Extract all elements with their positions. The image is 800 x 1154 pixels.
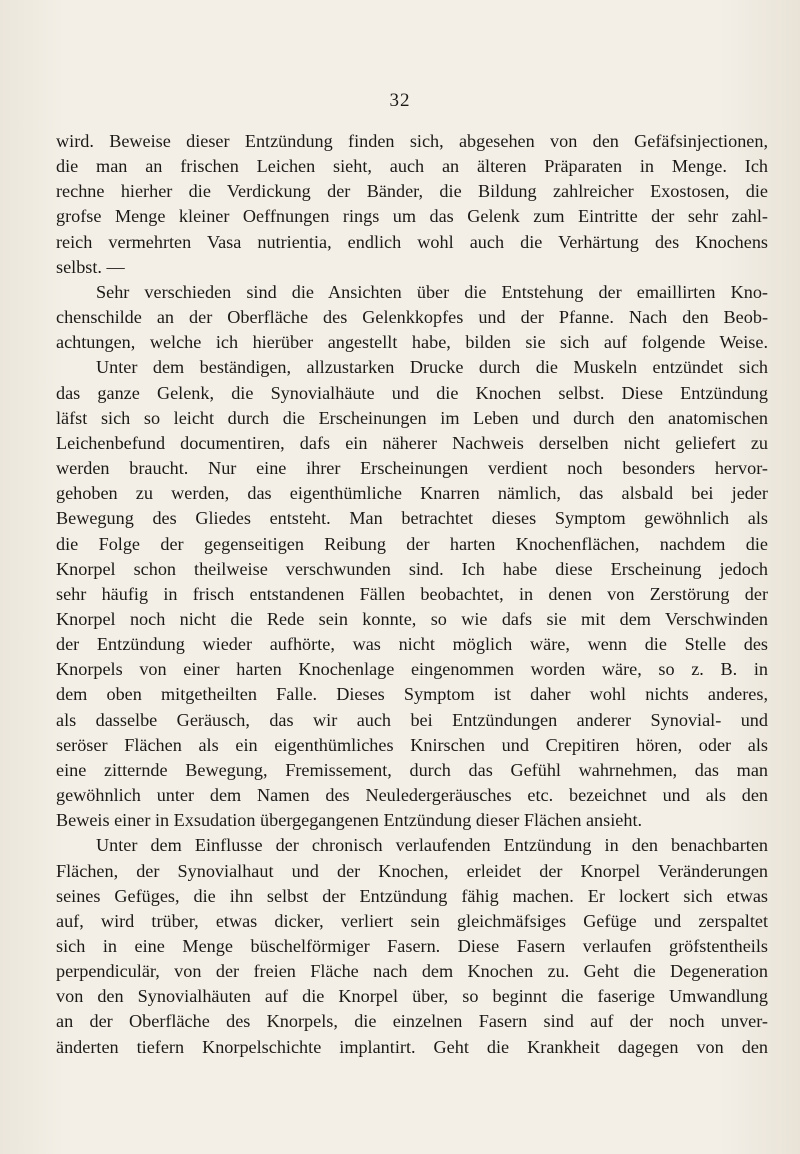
text-line: werden braucht. Nur eine ihrer Erscheinungen verdient noch besonders hervor- — [56, 458, 768, 479]
text-line: gehoben zu werden, das eigenthümliche Knarren nämlich, das alsbald bei jeder — [56, 483, 768, 504]
text-line: grofse Menge kleiner Oeffnungen rings um das Gelenk zum Eintritte der sehr zahl- — [56, 206, 768, 227]
text-line: der Entzündung wieder aufhörte, was nicht möglich wäre, wenn die Stelle des — [56, 634, 768, 655]
text-line: Unter dem beständigen, allzustarken Drucke durch die Muskeln entzündet sich — [96, 357, 768, 378]
text-line: die man an frischen Leichen sieht, auch an älteren Präparaten in Menge. Ich — [56, 156, 768, 177]
page-number: 32 — [389, 90, 411, 111]
text-line: Knorpel noch nicht die Rede sein konnte, so wie dafs sie mit dem Verschwinden — [56, 608, 768, 629]
text-line: Bewegung des Gliedes entsteht. Man betrachtet dieses Symptom gewöhnlich als — [56, 508, 768, 529]
text-line: selbst. — — [56, 256, 125, 277]
text-line: seines Gefüges, die ihn selbst der Entzündung fähig machen. Er lockert sich etwas — [56, 885, 768, 906]
text-line: läfst sich so leicht durch die Erscheinungen im Leben und durch den anatomischen — [56, 407, 768, 428]
text-line: wird. Beweise dieser Entzündung finden sich, abgesehen von den Gefäfsinjectionen, — [56, 131, 768, 151]
text-line: von den Synovialhäuten auf die Knorpel über, so beginnt die faserige Umwandlung — [56, 986, 768, 1007]
text-line: Sehr verschieden sind die Ansichten über die Entstehung der emaillirten Kno- — [96, 281, 768, 302]
text-line: Beweis einer in Exsudation übergegangenen Entzündung dieser Flächen ansieht. — [56, 810, 643, 831]
text-line: dem oben mitgetheilten Falle. Dieses Symptom ist daher wohl nichts anderes, — [56, 684, 768, 705]
text-line: eine zitternde Bewegung, Fremissement, durch das Gefühl wahrnehmen, das man — [56, 759, 768, 780]
text-line: gewöhnlich unter dem Namen des Neuledergeräusches etc. bezeichnet und als den — [56, 785, 768, 806]
text-line: rechne hierher die Verdickung der Bänder, die Bildung zahlreicher Exostosen, die — [56, 181, 768, 202]
text-line: sehr häufig in frisch entstandenen Fällen beobachtet, in denen von Zerstörung der — [56, 583, 768, 604]
text-line: Knorpel schon theilweise verschwunden sind. Ich habe diese Erscheinung jedoch — [56, 558, 768, 579]
text-line: seröser Flächen als ein eigenthümliches Knirschen und Crepitiren hören, oder als — [56, 734, 768, 755]
text-line: Leichenbefund documentiren, dafs ein näherer Nachweis derselben nicht geliefert zu — [56, 432, 768, 453]
text-line: chenschilde an der Oberfläche des Gelenkkopfes und der Pfanne. Nach den Beob- — [56, 307, 768, 328]
text-line: änderten tiefern Knorpelschichte implantirt. Geht die Krankheit dagegen von den — [56, 1036, 768, 1057]
text-line: als dasselbe Geräusch, das wir auch bei Entzündungen anderer Synovial- und — [56, 709, 768, 730]
text-line: die Folge der gegenseitigen Reibung der harten Knochenflächen, nachdem die — [56, 533, 768, 554]
text-line: reich vermehrten Vasa nutrientia, endlich wohl auch die Verhärtung des Knochens — [56, 231, 768, 252]
text-line: auf, wird trüber, etwas dicker, verliert sein gleichmäfsiges Gefüge und zerspaltet — [56, 910, 768, 931]
text-line: Unter dem Einflusse der chronisch verlaufenden Entzündung in den benachbarten — [96, 835, 768, 856]
text-line: an der Oberfläche des Knorpels, die einzelnen Fasern sind auf der noch unver- — [56, 1011, 768, 1032]
text-line: das ganze Gelenk, die Synovialhäute und die Knochen selbst. Diese Entzündung — [56, 382, 768, 403]
body-text — [56, 129, 768, 1060]
text-line: Knorpels von einer harten Knochenlage eingenommen worden wäre, so z. B. in — [56, 659, 768, 680]
text-line: sich in eine Menge büschelförmiger Fasern. Diese Fasern verlaufen gröfstentheils — [56, 936, 768, 956]
text-line: perpendiculär, von der freien Fläche nach dem Knochen zu. Geht die Degeneration — [56, 961, 768, 982]
text-line: achtungen, welche ich hierüber angestellt habe, bilden sie sich auf folgende Weise. — [56, 332, 768, 353]
text-line: Flächen, der Synovialhaut und der Knochen, erleidet der Knorpel Veränderungen — [56, 860, 768, 881]
